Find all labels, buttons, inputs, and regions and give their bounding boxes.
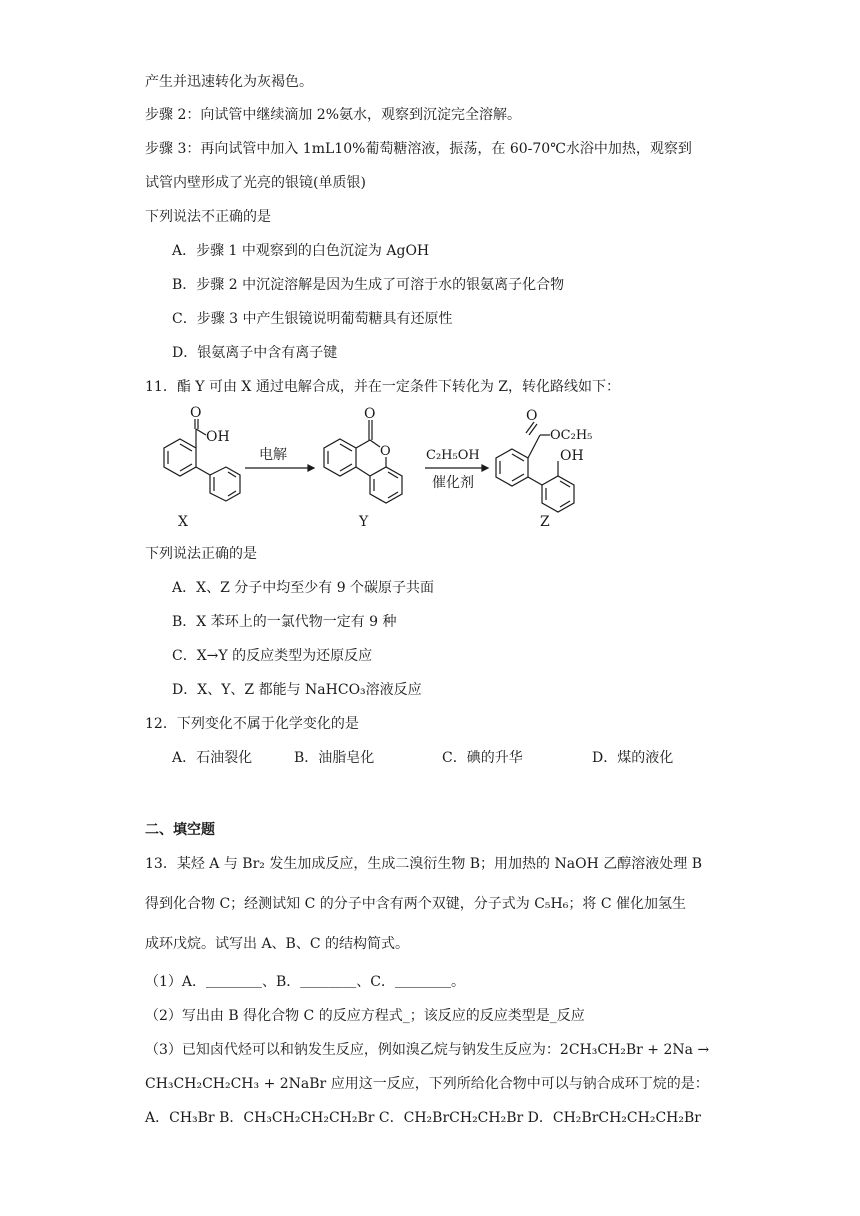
label-oc2h5: OC₂H₅ (550, 428, 593, 443)
arrow2-top-label: C₂H₅OH (426, 448, 480, 463)
q13-part-1: （1）A．＿＿＿＿、B．＿＿＿＿、C．＿＿＿＿。 (145, 974, 466, 990)
q11-option-d: D．X、Y、Z 都能与 NaHCO₃溶液反应 (172, 682, 422, 698)
q13-line: 13．某烃 A 与 Br₂ 发生加成反应，生成二溴衍生物 B；用加热的 NaOH 乙醇溶液处理 B (145, 856, 702, 872)
label-o: O (190, 405, 202, 421)
arrow1-label: 电解 (259, 447, 287, 463)
q13-part-2: （2）写出由 B 得化合物 C 的反应方程式_；该反应的反应类型是_反应 (145, 1008, 585, 1024)
q12-option-d: D．煤的液化 (592, 750, 674, 766)
section-heading: 二、填空题 (145, 822, 215, 838)
q13-part-3-cont: CH₃CH₂CH₂CH₃ + 2NaBr 应用这一反应，下列所给化合物中可以与钠合成环丁烷的是： (145, 1076, 709, 1092)
label-o: O (380, 444, 391, 459)
q12-option-b: B．油脂皂化 (294, 750, 375, 766)
q12-option-a: A．石油裂化 (172, 750, 253, 766)
label-o: O (364, 406, 376, 422)
q13-line: 得到化合物 C；经测试知 C 的分子中含有两个双键，分子式为 C₅H₆；将 C 催化加氢生 (145, 896, 686, 912)
q12-stem: 12．下列变化不属于化学变化的是 (145, 716, 359, 732)
text-line: 试管内壁形成了光亮的银镜(单质银) (145, 175, 366, 191)
label-oh: OH (560, 448, 584, 464)
q10-option-a: A．步骤 1 中观察到的白色沉淀为 AgOH (172, 243, 430, 259)
label-oh: OH (206, 429, 230, 445)
label-x: X (178, 514, 188, 530)
arrow2-bottom-label: 催化剂 (432, 475, 474, 491)
text-line: 步骤 3：再向试管中加入 1mL10%葡萄糖溶液，振荡，在 60-70℃水浴中加热，观察到 (145, 141, 692, 157)
q11-prompt: 下列说法正确的是 (145, 546, 257, 562)
q11-option-b: B．X 苯环上的一氯代物一定有 9 种 (172, 614, 397, 630)
text-line: 产生并迅速转化为灰褐色。 (145, 74, 313, 90)
q11-option-c: C．X→Y 的反应类型为还原反应 (172, 648, 373, 664)
q13-part-3-options: A．CH₃Br B．CH₃CH₂CH₂CH₂Br C．CH₂BrCH₂CH₂Br D．CH₂BrCH₂CH₂CH₂Br (145, 1110, 701, 1126)
q11-stem: 11．酯 Y 可由 X 通过电解合成，并在一定条件下转化为 Z，转化路线如下： (145, 379, 621, 395)
label-y: Y (359, 514, 369, 530)
q11-option-a: A．X、Z 分子中均至少有 9 个碳原子共面 (172, 580, 435, 596)
label-o: O (526, 408, 538, 424)
q10-option-b: B．步骤 2 中沉淀溶解是因为生成了可溶于水的银氨离子化合物 (172, 277, 565, 293)
q10-option-d: D．银氨离子中含有离子键 (172, 345, 338, 361)
reaction-scheme (140, 405, 620, 535)
q13-line: 成环戊烷。试写出 A、B、C 的结构简式。 (145, 936, 410, 952)
molecule-y (324, 420, 402, 503)
text-line: 下列说法不正确的是 (145, 209, 271, 225)
label-z: Z (540, 514, 550, 530)
q10-option-c: C．步骤 3 中产生银镜说明葡萄糖具有还原性 (172, 311, 453, 327)
q13-part-3: （3）已知卤代烃可以和钠发生反应，例如溴乙烷与钠发生反应为：2CH₃CH₂Br + 2Na → (145, 1042, 710, 1058)
q12-option-c: C．碘的升华 (442, 750, 523, 766)
text-line: 步骤 2：向试管中继续滴加 2%氨水，观察到沉淀完全溶解。 (145, 107, 522, 123)
